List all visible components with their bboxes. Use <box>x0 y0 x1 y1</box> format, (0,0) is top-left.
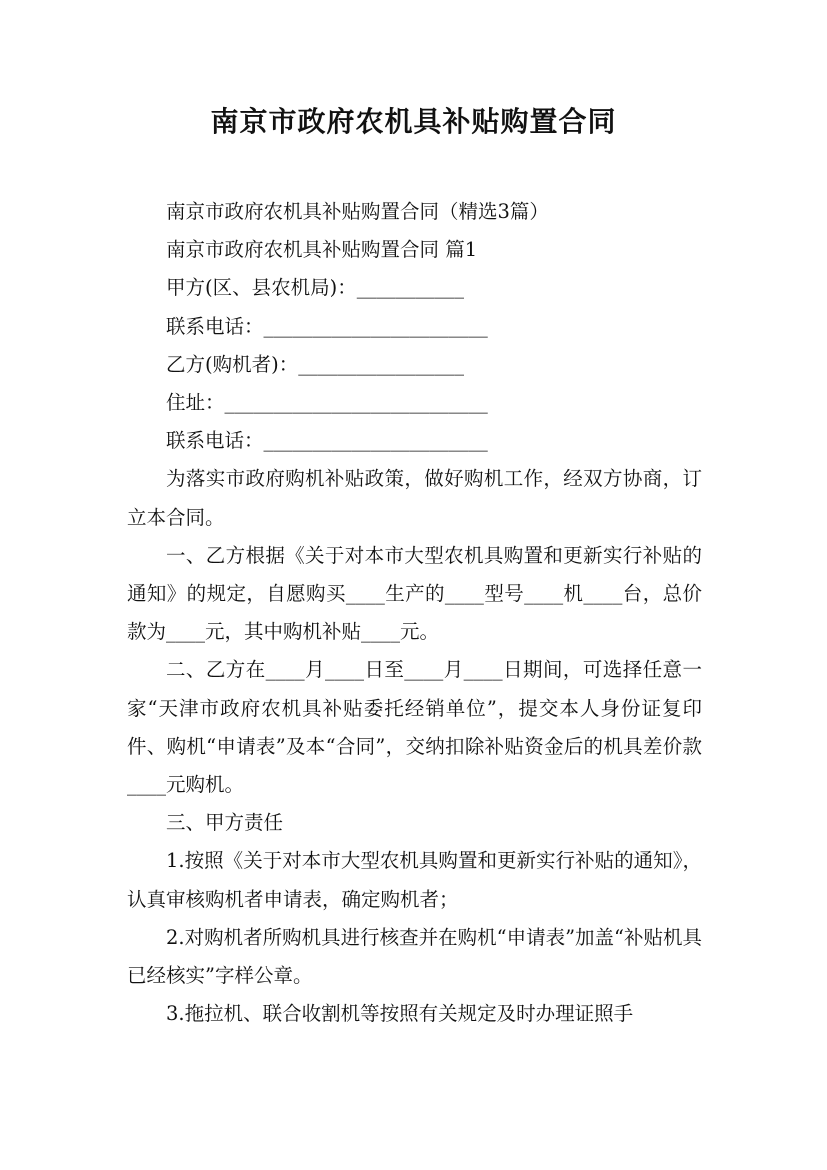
party-a-field: 甲方(区、县农机局)：___________ <box>166 276 464 300</box>
clause-3-heading: 三、甲方责任 <box>166 811 284 835</box>
party-b-field: 乙方(购机者)：_________________ <box>166 352 464 376</box>
document-title: 南京市政府农机具补贴购置合同 <box>210 105 617 138</box>
paragraph-subtitle: 南京市政府农机具补贴购置合同（精选3篇） <box>166 200 549 223</box>
paragraph-section-heading: 南京市政府农机具补贴购置合同 篇1 <box>166 238 478 262</box>
clause-2: 二、乙方在____月____日至____月____日期间，可选择任意一家“天津市政府农机具补贴委托经销单位”，提交本人身份证复印件、购机“申请表”及本“合同”，交纳扣除补贴资金后的机具差价款____元购机。 <box>127 658 702 797</box>
clause-3-item-3: 3.拖拉机、联合收割机等按照有关规定及时办理证照手 <box>166 1002 634 1026</box>
document-body <box>127 193 702 1033</box>
clause-3-item-2: 2.对购机者所购机具进行核查并在购机“申请表”加盖“补贴机具已经核实”字样公章。 <box>127 925 703 988</box>
address-field: 住址：___________________________ <box>166 391 488 415</box>
party-a-phone-field: 联系电话：_______________________ <box>166 314 488 338</box>
clause-3-item-1: 1.按照《关于对本市大型农机具购置和更新实行补贴的通知》，认真审核购机者申请表，确定购机者； <box>127 849 702 911</box>
paragraph-preamble: 为落实市政府购机补贴政策，做好购机工作，经双方协商，订立本合同。 <box>127 467 702 529</box>
party-b-phone-field: 联系电话：_______________________ <box>166 429 488 453</box>
clause-1: 一、乙方根据《关于对本市大型农机具购置和更新实行补贴的通知》的规定，自愿购买____生产的____型号____机____台，总价款为____元，其中购机补贴____元。 <box>127 543 702 644</box>
